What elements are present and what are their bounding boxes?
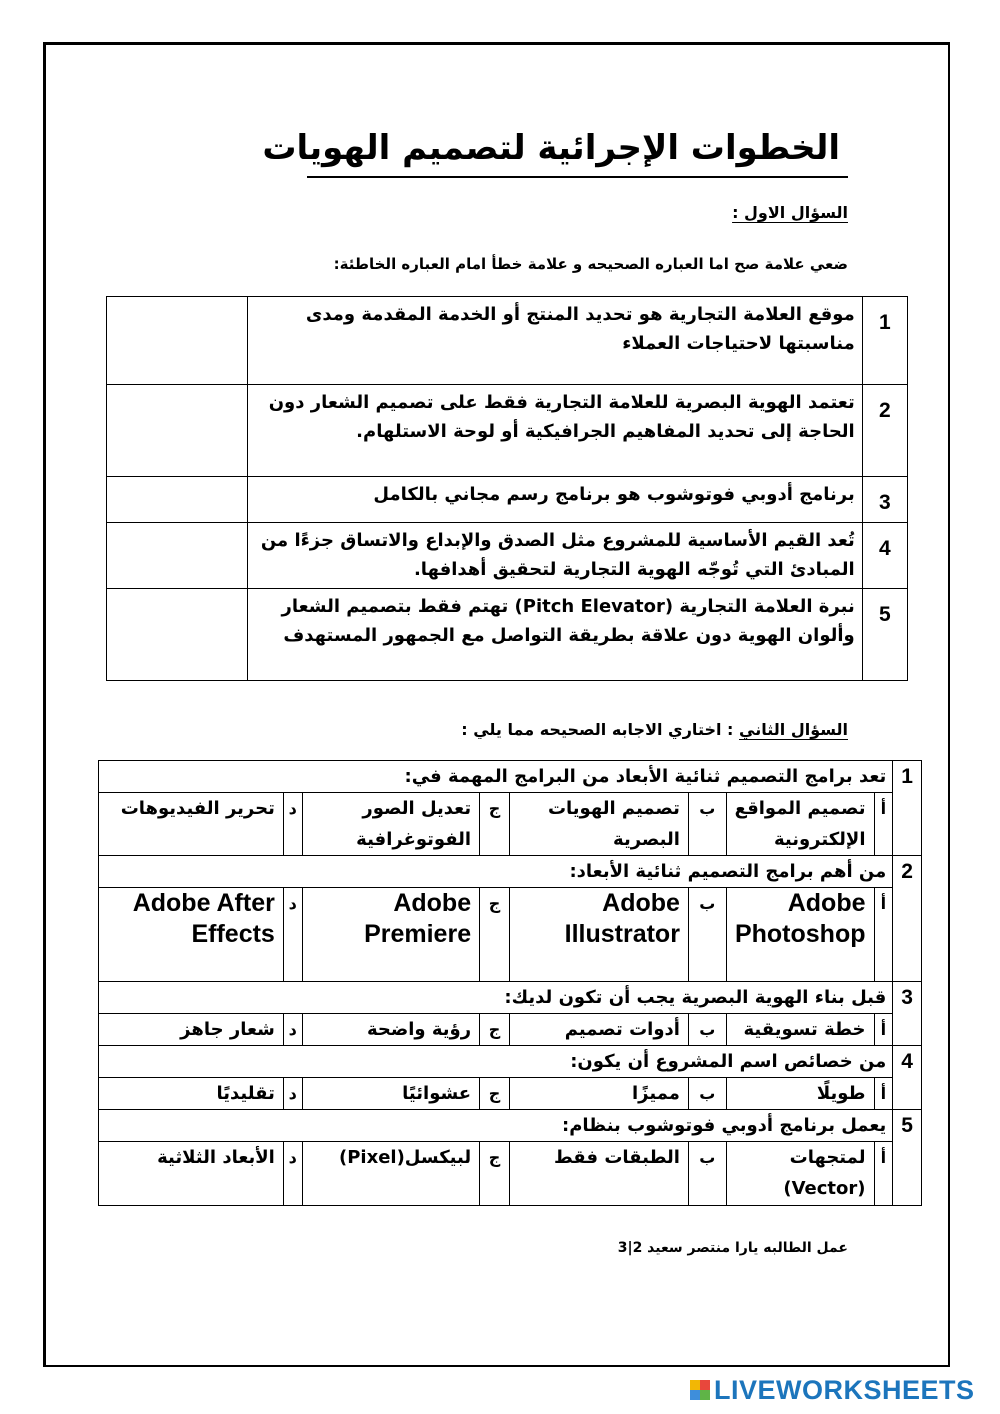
option-b[interactable]: تصميم الهويات البصرية (509, 793, 688, 856)
options-row (99, 793, 922, 856)
question-number: 5 (893, 1110, 922, 1206)
option-d[interactable]: تحرير الفيديوهات (99, 793, 284, 856)
option-d[interactable]: تقليديًا (99, 1078, 284, 1110)
option-a[interactable]: لمتجهات (Vector) (726, 1142, 874, 1206)
watermark-text: LIVEWORKSHEETS (714, 1374, 975, 1405)
answer-cell[interactable] (107, 385, 248, 477)
question-text: قبل بناء الهوية البصرية يجب أن تكون لديك: (99, 982, 893, 1014)
question-number: 4 (893, 1046, 922, 1110)
question-text: يعمل برنامج أدوبي فوتوشوب بنظام: (99, 1110, 893, 1142)
option-letter: د (283, 793, 302, 856)
option-letter: د (283, 888, 302, 982)
option-d[interactable]: شعار جاهز (99, 1014, 284, 1046)
answer-cell[interactable] (107, 477, 248, 523)
statement-text: برنامج أدوبي فوتوشوب هو برنامج رسم مجاني بالكامل (247, 477, 862, 523)
option-a[interactable]: Adobe Photoshop (726, 888, 874, 982)
option-letter: ب (688, 888, 726, 982)
table-row (107, 385, 908, 477)
option-letter: د (283, 1078, 302, 1110)
option-c[interactable]: Adobe Premiere (302, 888, 479, 982)
table-row (107, 477, 908, 523)
question-2-heading-label: السؤال الثاني (739, 720, 848, 739)
row-number: 1 (862, 297, 907, 385)
row-number: 3 (862, 477, 907, 523)
liveworksheets-watermark (690, 1375, 975, 1405)
question-1-instruction: ضعي علامة صح اما العباره الصحيحه و علامة خطأ امام العباره الخاطئة: (333, 255, 848, 273)
option-b[interactable]: أدوات تصميم (509, 1014, 688, 1046)
question-number: 2 (893, 856, 922, 982)
title-underline (307, 176, 848, 178)
option-a[interactable]: طويلًا (726, 1078, 874, 1110)
question-row (99, 761, 922, 793)
table-row (107, 297, 908, 385)
question-1-heading: السؤال الاول : (732, 203, 848, 222)
option-letter: ب (688, 1142, 726, 1206)
option-letter: ب (688, 1078, 726, 1110)
option-letter: أ (874, 1142, 893, 1206)
question-text: تعد برامج التصميم ثنائية الأبعاد من البرامج المهمة في: (99, 761, 893, 793)
page-title: الخطوات الإجرائية لتصميم الهويات (262, 128, 840, 168)
options-row (99, 888, 922, 982)
option-a[interactable]: خطة تسويقية (726, 1014, 874, 1046)
statement-text: موقع العلامة التجارية هو تحديد المنتج أو الخدمة المقدمة ومدى مناسبتها لاحتياجات العملاء (247, 297, 862, 385)
question-number: 3 (893, 982, 922, 1046)
option-letter: ج (480, 888, 510, 982)
options-row (99, 1014, 922, 1046)
question-2-heading-rest: : اختاري الاجابه الصحيحه مما يلي : (461, 720, 740, 739)
liveworksheets-logo-icon (690, 1380, 710, 1400)
option-letter: أ (874, 1078, 893, 1110)
table-row (107, 589, 908, 681)
true-false-table (106, 296, 908, 681)
footer-credit: عمل الطالبه يارا منتصر سعيد 2|3 (617, 1240, 848, 1256)
option-b[interactable]: Adobe Illustrator (509, 888, 688, 982)
options-row (99, 1142, 922, 1206)
row-number: 5 (862, 589, 907, 681)
option-d[interactable]: الأبعاد الثلاثية (99, 1142, 284, 1206)
option-c[interactable]: رؤية واضحة (302, 1014, 479, 1046)
question-text: من أهم برامج التصميم ثنائية الأبعاد: (99, 856, 893, 888)
option-letter: ج (480, 1014, 510, 1046)
option-b[interactable]: مميزًا (509, 1078, 688, 1110)
option-c[interactable]: تعديل الصور الفوتوغرافية (302, 793, 479, 856)
answer-cell[interactable] (107, 297, 248, 385)
row-number: 2 (862, 385, 907, 477)
option-letter: د (283, 1142, 302, 1206)
row-number: 4 (862, 523, 907, 589)
answer-cell[interactable] (107, 589, 248, 681)
option-c[interactable]: لبيكسل(Pixel) (302, 1142, 479, 1206)
option-c[interactable]: عشوائيًا (302, 1078, 479, 1110)
option-letter: ج (480, 793, 510, 856)
option-b[interactable]: الطبقات فقط (509, 1142, 688, 1206)
option-letter: أ (874, 888, 893, 982)
question-row (99, 1046, 922, 1078)
question-row (99, 982, 922, 1014)
question-row (99, 1110, 922, 1142)
option-letter: د (283, 1014, 302, 1046)
question-text: من خصائص اسم المشروع أن يكون: (99, 1046, 893, 1078)
answer-cell[interactable] (107, 523, 248, 589)
option-d[interactable]: Adobe After Effects (99, 888, 284, 982)
question-number: 1 (893, 761, 922, 856)
question-2-heading (461, 720, 848, 739)
table-row (107, 523, 908, 589)
options-row (99, 1078, 922, 1110)
option-letter: ج (480, 1142, 510, 1206)
statement-text: تُعد القيم الأساسية للمشروع مثل الصدق والإبداع والاتساق جزءًا من المبادئ التي تُوجّه الهوية التجارية لتحقيق أهدافها. (247, 523, 862, 589)
option-letter: أ (874, 1014, 893, 1046)
multiple-choice-table (98, 760, 922, 1206)
option-letter: ب (688, 793, 726, 856)
option-letter: ج (480, 1078, 510, 1110)
statement-text: نبرة العلامة التجارية (Pitch Elevator) تهتم فقط بتصميم الشعار وألوان الهوية دون علاقة بطريقة التواصل مع الجمهور المستهدف (247, 589, 862, 681)
option-letter: أ (874, 793, 893, 856)
question-row (99, 856, 922, 888)
statement-text: تعتمد الهوية البصرية للعلامة التجارية فقط على تصميم الشعار دون الحاجة إلى تحديد المفاهيم الجرافيكية أو لوحة الاستلهام. (247, 385, 862, 477)
option-a[interactable]: تصميم المواقع الإلكترونية (726, 793, 874, 856)
option-letter: ب (688, 1014, 726, 1046)
